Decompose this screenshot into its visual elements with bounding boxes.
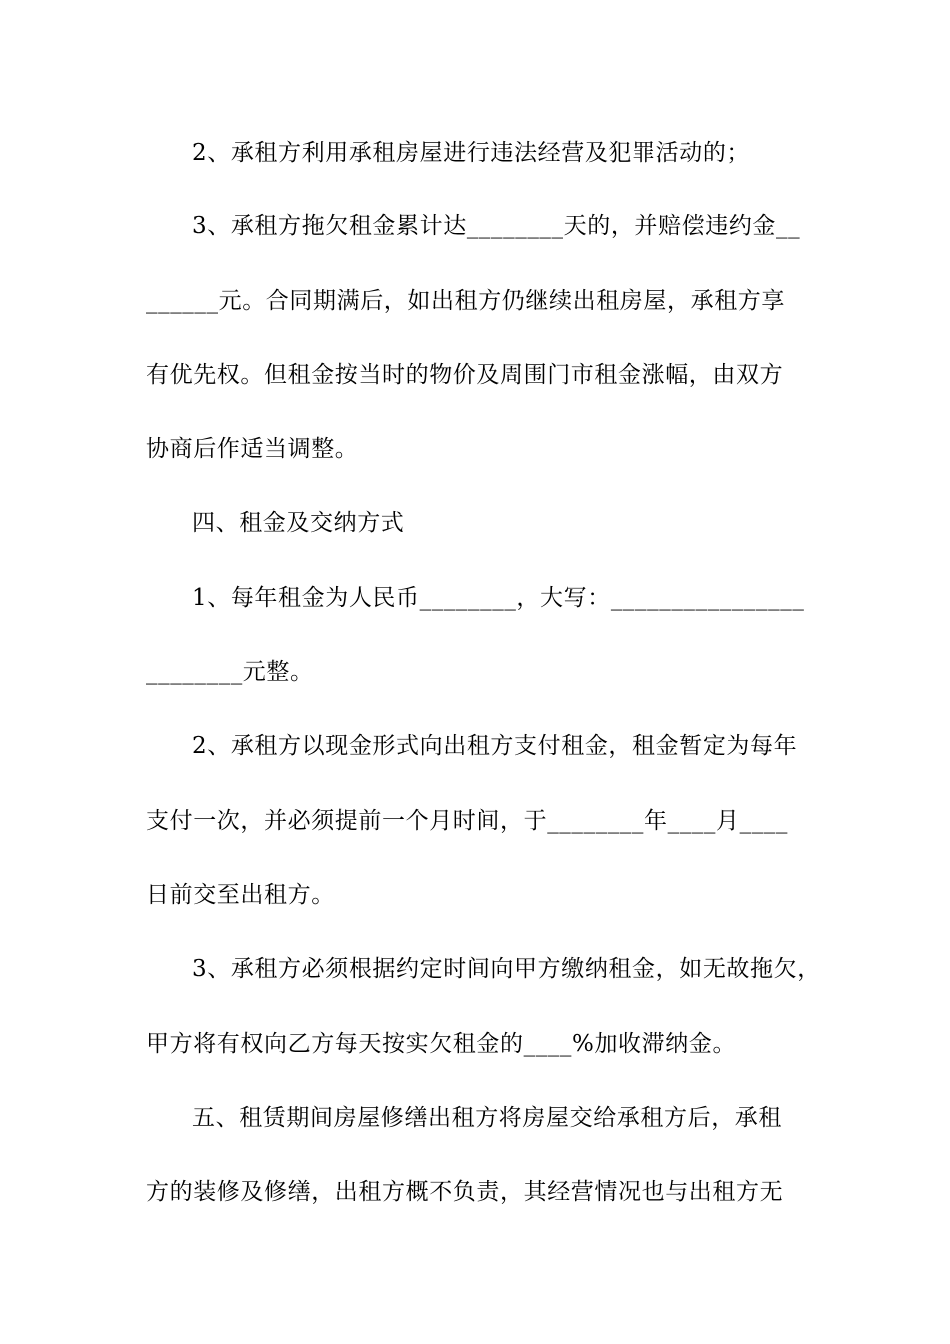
rent-clause-2-continuation-1: 支付一次，并必须提前一个月时间，于________年____月____	[146, 808, 788, 834]
rent-clause-2: 2、承租方以现金形式向出租方支付租金，租金暂定为每年	[192, 733, 798, 759]
section-5-heading: 五、租赁期间房屋修缮出租方将房屋交给承租方后，承租	[192, 1105, 782, 1131]
clause-3-continuation-3: 协商后作适当调整。	[146, 436, 359, 462]
clause-3-continuation-1: ______元。合同期满后，如出租方仍继续出租房屋，承租方享	[146, 288, 785, 314]
rent-clause-2-continuation-2: 日前交至出租方。	[146, 882, 335, 908]
rent-clause-1: 1、每年租金为人民币________，大写：________________	[192, 585, 805, 611]
rent-clause-1-continuation: ________元整。	[146, 659, 314, 685]
rent-clause-3-continuation: 甲方将有权向乙方每天按实欠租金的____%加收滞纳金。	[146, 1031, 737, 1057]
rent-clause-3: 3、承租方必须根据约定时间向甲方缴纳租金，如无故拖欠，	[192, 956, 821, 982]
section-5-continuation: 方的装修及修缮，出租方概不负责，其经营情况也与出租方无	[146, 1179, 784, 1205]
section-4-heading: 四、租金及交纳方式	[192, 510, 405, 536]
clause-3-rent-arrears: 3、承租方拖欠租金累计达________天的，并赔偿违约金__	[192, 213, 801, 239]
clause-3-continuation-2: 有优先权。但租金按当时的物价及周围门市租金涨幅，由双方	[146, 362, 784, 388]
clause-2-illegal-use: 2、承租方利用承租房屋进行违法经营及犯罪活动的；	[192, 140, 751, 166]
